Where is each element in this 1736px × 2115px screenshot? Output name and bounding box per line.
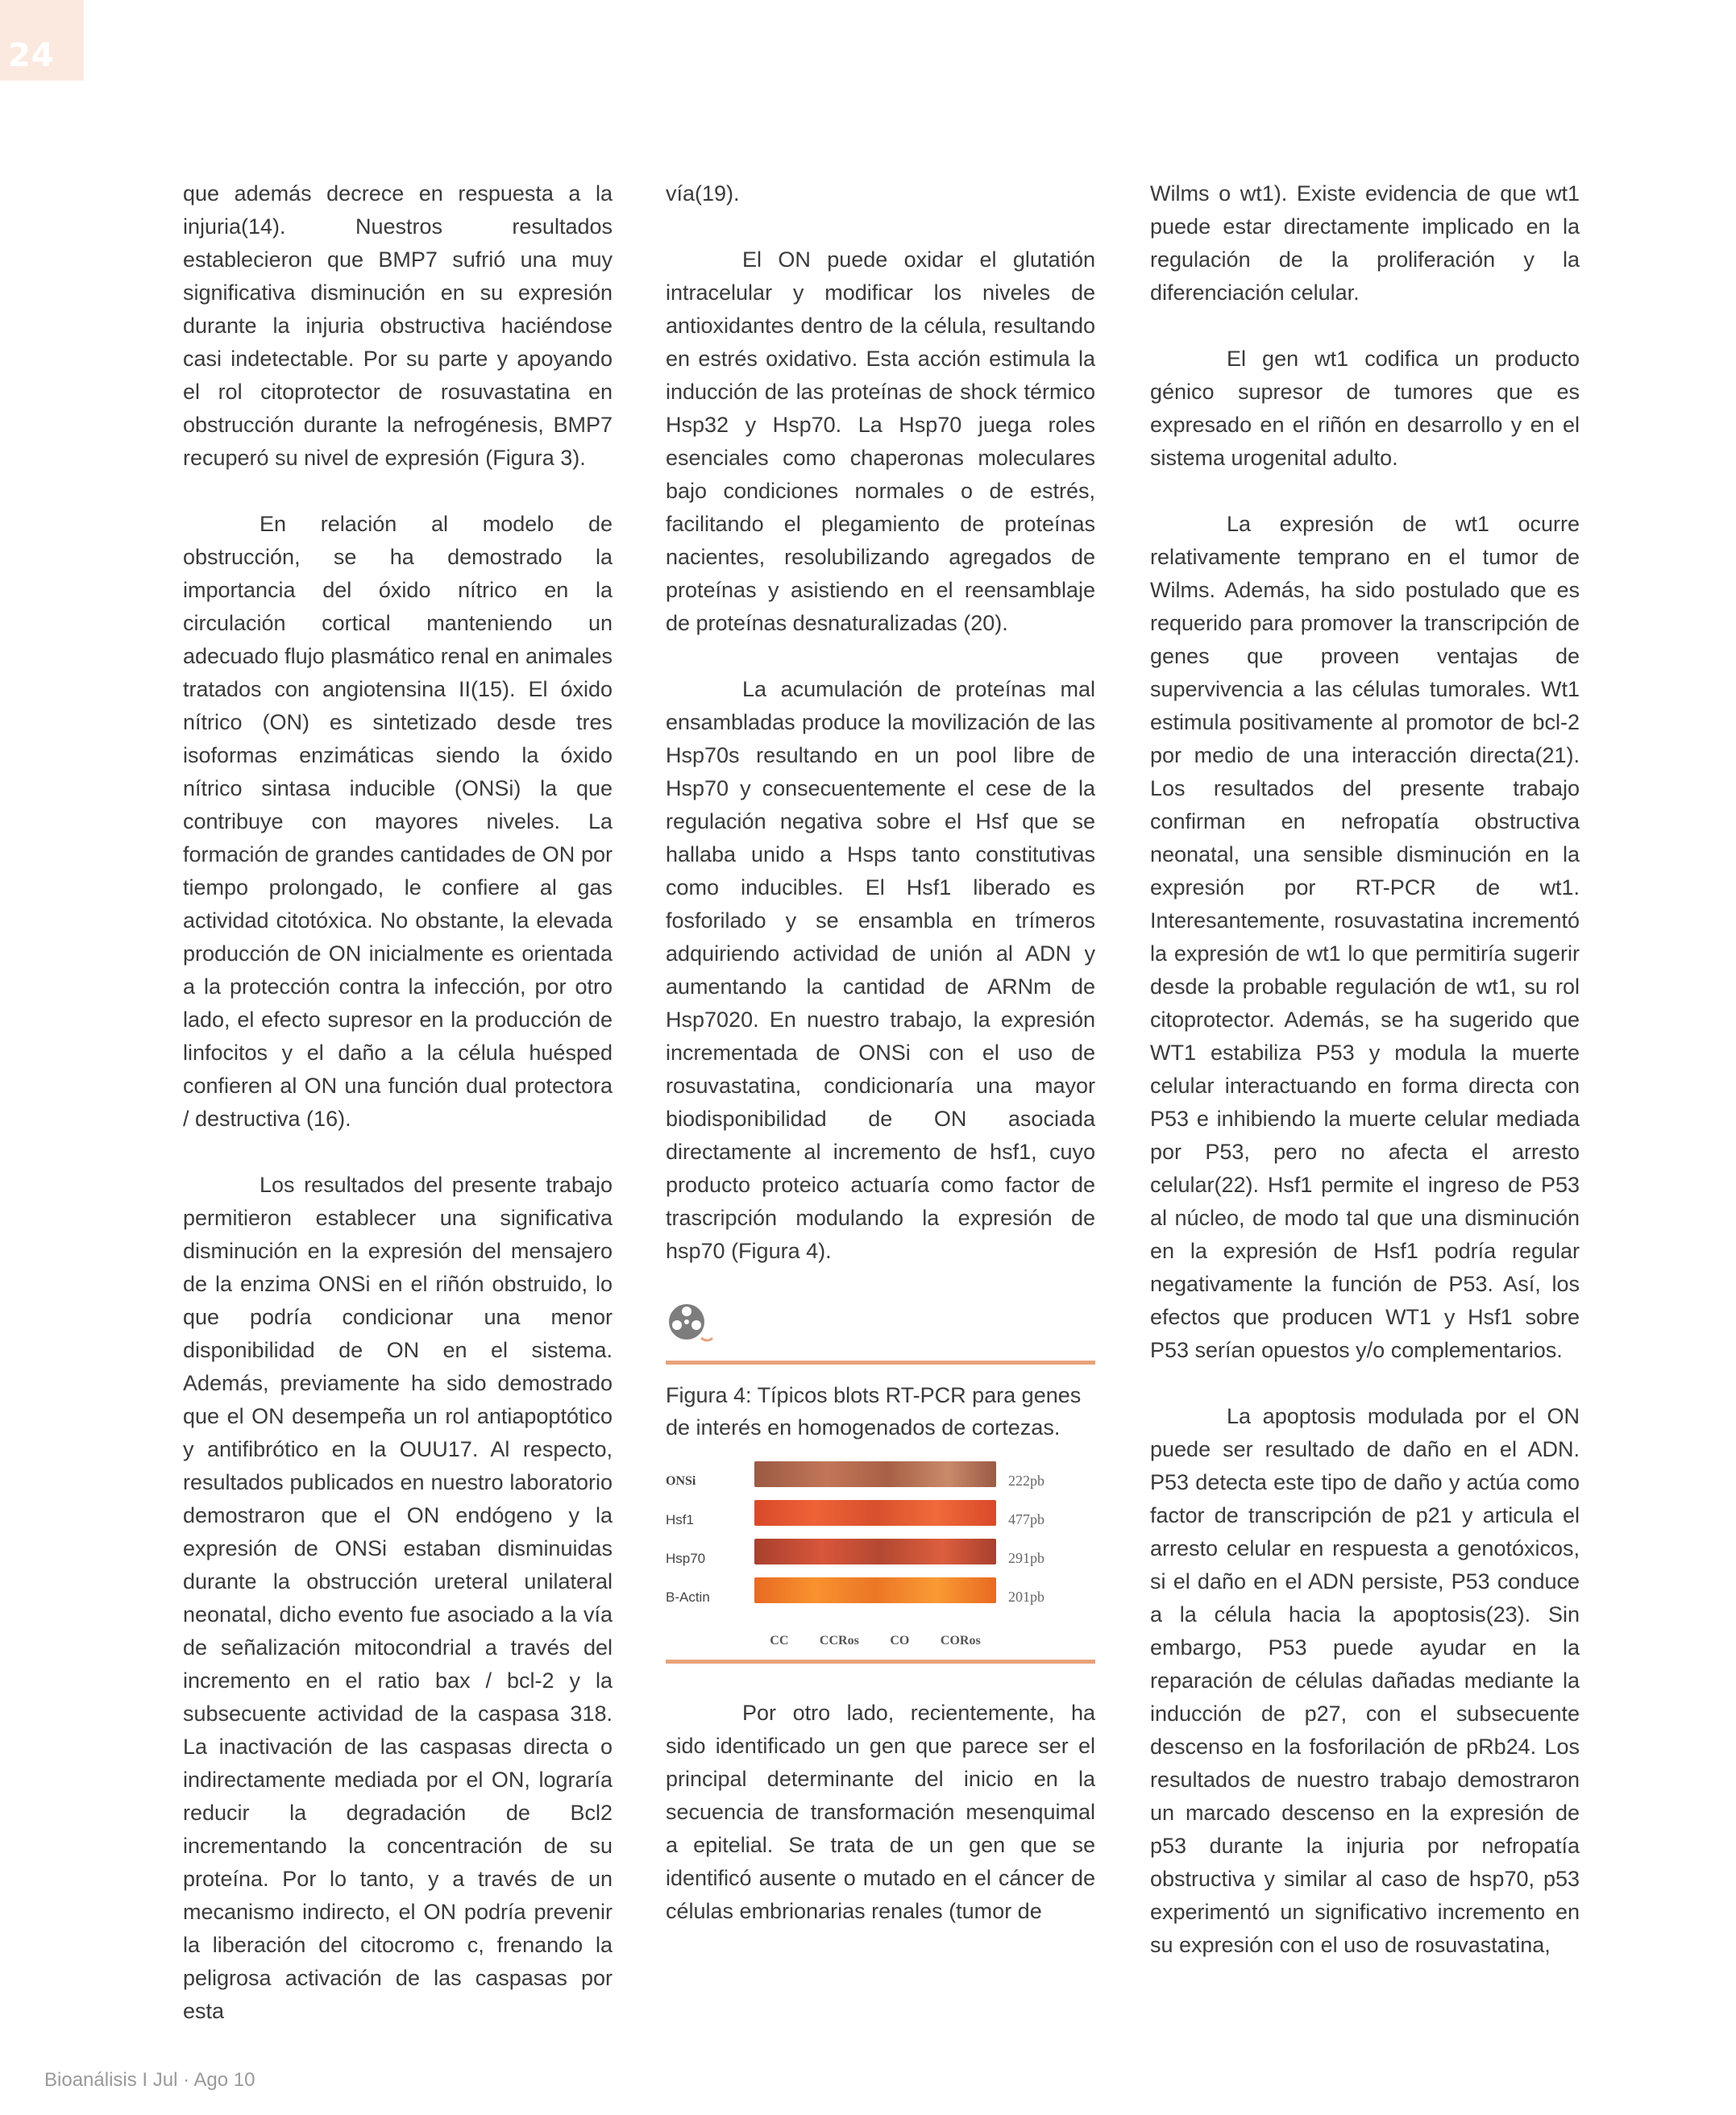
footer: Bioanálisis I Jul · Ago 10	[44, 2069, 255, 2091]
figure-4	[666, 1301, 1095, 1664]
gel-row	[666, 1537, 1095, 1569]
gel-band	[754, 1577, 996, 1603]
gel-image	[666, 1460, 1095, 1648]
gel-lane-label: CO	[890, 1634, 910, 1648]
gel-size-label: 222pb	[1008, 1473, 1045, 1489]
gel-lane-label: CCRos	[819, 1634, 859, 1648]
column-2	[666, 177, 1095, 1961]
paragraph: que además decrece en respuesta a la injuria(14). Nuestros resultados establecieron que BMP7 sufrió una muy significativa disminución en su expresión durante la injuria obstructiva haciéndose casi indetectable. Por su parte y apoyando el rol citoprotector de rosuvastatina en obstrucción durante la nefrogénesis, BMP7 recuperó su nivel de expresión (Figura 3).	[183, 181, 613, 470]
paragraph: Los resultados del presente trabajo permitieron establecer una significativa disminución en la expresión del mensajero de la enzima ONSi en el riñón obstruido, lo que podría condicionar una menor disponibilidad de ON en el sistema. Además, previamente ha sido demostrado que el ON desempeña un rol antiapoptótico y antifibrótico en la OUU17. Al respecto, resultados publicados en nuestro laboratorio demostraron que el ON endógeno y la expresión de ONSi estaban disminuidas durante la obstrucción ureteral unilateral neonatal, dicho evento fue asociado a la vía de señalización mitocondrial a través del incremento en el ratio bax / bcl-2 y la subsecuente actividad de la caspasa 318. La inactivación de las caspasas directa o indirectamente mediada por el ON, lograría reducir la degradación de Bcl2 incrementando la concentración de su proteína. Por lo tanto, y a través de un mecanismo indirecto, el ON podría prevenir la liberación del citocromo c, frenando la peligrosa activación de las caspasas por esta	[183, 1173, 613, 2023]
paragraph: En relación al modelo de obstrucción, se ha demostrado la importancia del óxido nítrico en la circulación cortical manteniendo un adecuado flujo plasmático renal en animales tratados con angiotensina II(15). El óxido nítrico (ON) es sintetizado desde tres isoformas enzimáticas siendo la óxido nítrico sintasa inducible (ONSi) la que contribuye con mayores niveles. La formación de grandes cantidades de ON por tiempo prolongado, le confiere al gas actividad citotóxica. No obstante, la elevada producción de ON inicialmente es orientada a la protección contra la infección, por otro lado, el efecto supresor en la producción de linfocitos y el daño a la célula huésped confieren al ON una función dual protectora / destructiva (16).	[183, 512, 613, 1131]
gel-band	[754, 1500, 996, 1526]
page-number-box	[0, 0, 84, 81]
gel-row	[666, 1460, 1095, 1492]
paragraph: El gen wt1 codifica un producto génico supresor de tumores que es expresado en el riñón en desarrollo y en el sistema urogenital adulto.	[1150, 347, 1580, 470]
paragraph: La apoptosis modulada por el ON puede ser resultado de daño en el ADN. P53 detecta este tipo de daño y actúa como factor de transcripción de p21 y articula el arresto celular en respuesta a genotóxicos, si el daño en el ADN persiste, P53 conduce a la célula hacia la apoptosis(23). Sin embargo, P53 puede ayudar en la reparación de células dañadas mediante la inducción de p27, con el subsecuente descenso en la fosforilación de pRb24. Los resultados de nuestro trabajo demostraron un marcado descenso en la expresión de p53 durante la injuria por nefropatía obstructiva y similar al caso de hsp70, p53 experimentó un significativo incremento en su expresión con el uso de rosuvastatina,	[1150, 1404, 1580, 1957]
gel-lane-labels	[754, 1624, 996, 1657]
gel-row-label: B-Actin	[666, 1589, 710, 1605]
gel-row	[666, 1498, 1095, 1531]
column-3	[1150, 177, 1580, 1995]
figure-top-rule	[666, 1361, 1095, 1365]
paragraph: Por otro lado, recientemente, ha sido identificado un gen que parece ser el principal determinante del inicio en la secuencia de transformación mesenquimal a epitelial. Se trata de un gen que se identificó ausente o mutado en el cáncer de células embrionarias renales (tumor de	[666, 1701, 1095, 1923]
column-1	[183, 177, 613, 2061]
gel-size-label: 291pb	[1008, 1550, 1045, 1566]
gel-row-label: Hsf1	[666, 1512, 694, 1527]
paragraph: vía(19).	[666, 181, 740, 206]
paragraph: El ON puede oxidar el glutatión intracelular y modificar los niveles de antioxidantes dentro de la célula, resultando en estrés oxidativo. Esta acción estimula la inducción de las proteínas de shock térmico Hsp32 y Hsp70. La Hsp70 juega roles esenciales como chaperonas moleculares bajo condiciones normales o de estrés, facilitando el plegamiento de proteínas nacientes, resolubilizando agregados de proteínas y asistiendo en el reensamblaje de proteínas desnaturalizadas (20).	[666, 247, 1095, 635]
gel-lane-label: CORos	[940, 1634, 981, 1648]
gel-row-label: Hsp70	[666, 1551, 706, 1566]
figure-bottom-rule	[666, 1660, 1095, 1664]
figure-caption: Figura 4: Típicos blots RT-PCR para genes de interés en homogenados de cortezas.	[666, 1383, 1082, 1440]
gel-row	[666, 1576, 1095, 1608]
paragraph: Wilms o wt1). Existe evidencia de que wt1 puede estar directamente implicado en la regulación de la proliferación y la diferenciación celular.	[1150, 181, 1580, 305]
gel-size-label: 201pb	[1008, 1589, 1045, 1605]
gel-band	[754, 1539, 996, 1564]
gel-size-label: 477pb	[1008, 1511, 1045, 1527]
page-number: 24	[8, 37, 55, 74]
gel-lane-label: CC	[770, 1634, 789, 1648]
paragraph: La expresión de wt1 ocurre relativamente temprano en el tumor de Wilms. Además, ha sido postulado que es requerido para promover la transcripción de genes que proveen ventajas de supervivencia a las células tumorales. Wt1 estimula positivamente al promotor de bcl-2 por medio de una interacción directa(21). Los resultados del presente trabajo confirman en nefropatía obstructiva neonatal, una sensible disminución en la expresión por RT-PCR de wt1. Interesantemente, rosuvastatina incrementó la expresión de wt1 lo que permitiría sugerir desde la probable regulación de wt1, su rol citoprotector. Además, se ha sugerido que WT1 estabiliza P53 y modula la muerte celular interactuando en forma directa con P53 e inhibiendo la muerte celular mediada por P53, pero no afecta el arresto celular(22). Hsf1 permite el ingreso de P53 al núcleo, de modo tal que una disminución en la expresión de Hsf1 podría regular negativamente la función de P53. Así, los efectos que producen WT1 y Hsf1 sobre P53 serían opuestos y/o complementarios.	[1150, 512, 1580, 1362]
film-reel-icon	[666, 1301, 714, 1349]
gel-row-label: ONSi	[666, 1474, 696, 1488]
gel-band	[754, 1461, 996, 1487]
paragraph: La acumulación de proteínas mal ensambladas produce la movilización de las Hsp70s resultando en un pool libre de Hsp70 y consecuentemente el cese de la regulación negativa sobre el Hsf que se hallaba unido a Hsps tanto constitutivas como inducibles. El Hsf1 liberado es fosforilado y se ensambla en trímeros adquiriendo actividad de unión al ADN y aumentando la cantidad de ARNm de Hsp7020. En nuestro trabajo, la expresión incrementada de ONSi con el uso de rosuvastatina, condicionaría una mayor biodisponibilidad de ON asociada directamente al incremento de hsf1, cuyo producto proteico actuaría como factor de trascripción modulando la expresión de hsp70 (Figura 4).	[666, 677, 1095, 1263]
